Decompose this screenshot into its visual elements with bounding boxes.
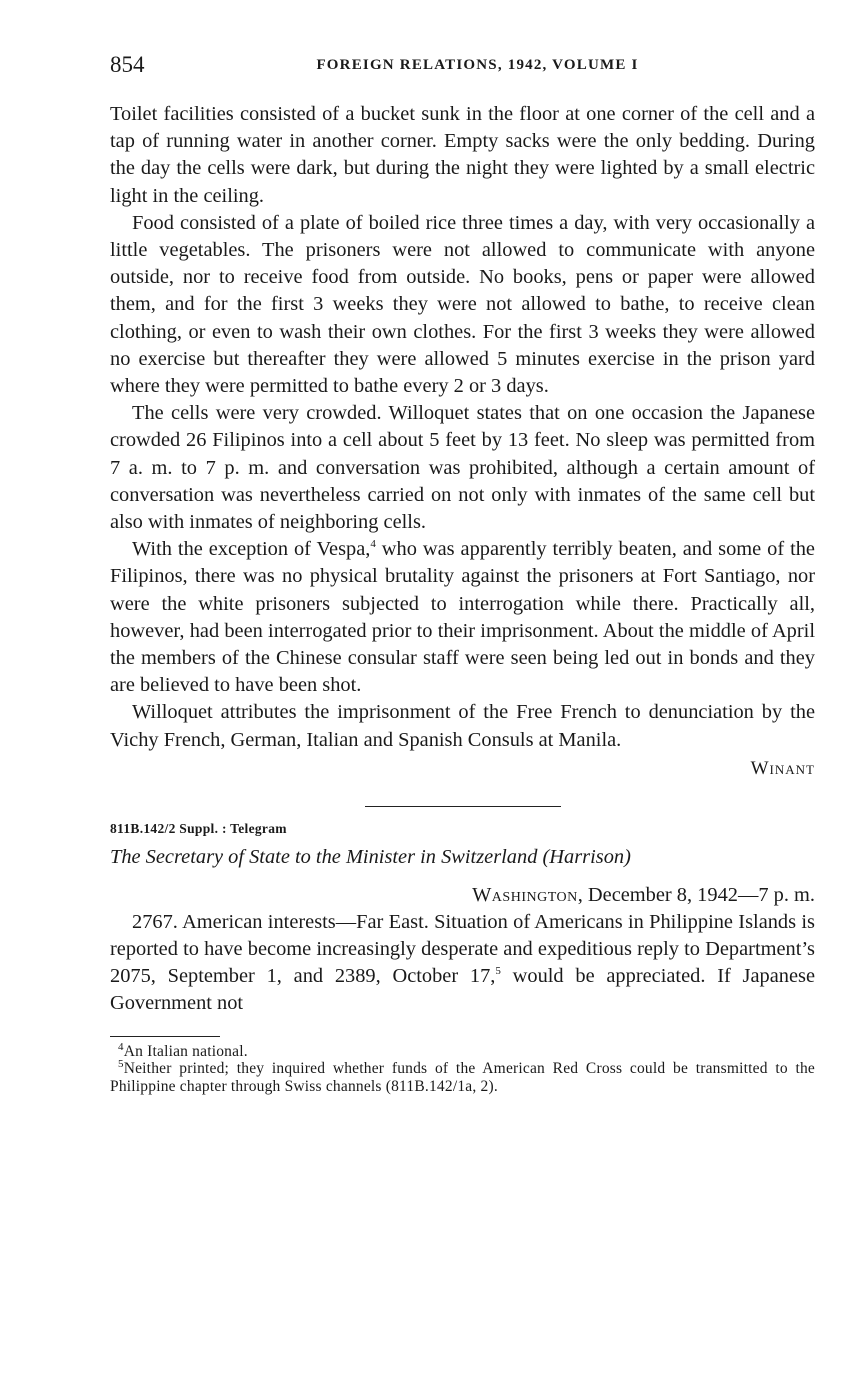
footnote-text: An Italian national.	[123, 1042, 248, 1060]
footnote-divider	[110, 1036, 220, 1037]
dateline	[110, 881, 815, 909]
section-divider	[365, 806, 561, 807]
paragraph-text: With the exception of Vespa,	[132, 538, 371, 561]
footnote	[110, 1060, 815, 1096]
paragraph: The cells were very crowded. Willoquet states that on one occasion the Japanese crowded 26 Filipinos into a cell about 5 feet by 13 feet. No sleep was permitted from 7 a. m. to 7 p. m. and conversation was prohibited, although a certain amount of conversation was nevertheless carried on not only with inmates of the same cell but also with inmates of neighboring cells.	[110, 402, 815, 534]
title-name: Harrison	[549, 845, 625, 868]
telegram-text	[110, 909, 815, 1018]
paragraph: Toilet facilities consisted of a bucket sunk in the floor at one corner of the cell and a tap of running water in another corner. Empty sacks were the only bedding. During the day the cells were dark, but during the night they were lighted by a small electric light in the ceiling.	[110, 103, 815, 207]
paragraph: Food consisted of a plate of boiled rice three times a day, with very occasionally a little vegetables. The prisoners were not allowed to communicate with anyone outside, nor to receive food from outside. No books, pens or paper were allowed them, and for the first 3 weeks they were not allowed to bathe, to receive clean clothing, or even to wash their own clothes. For the first 3 weeks they were allowed no exercise but thereafter they were allowed 5 minutes exercise in the prison yard where they were permitted to bathe every 2 or 3 days.	[110, 211, 815, 398]
document-title	[110, 843, 815, 871]
paragraph-text: who was apparently terribly beaten, and some of the Filipinos, there was no physical brutality against the prisoners at Fort Santiago, nor were the white prisoners subjected to interrogation while there. Practically all, however, had been interrogated prior to their imprisonment. About the middle of April the members of the Chinese consular staff were seen being led out in bonds and they are believed to have been shot.	[110, 538, 815, 697]
footnote-text: Neither printed; they inquired whether funds of the American Red Cross could be transmitted to the Philippine chapter through Swiss channels (811B.142/1a, 2).	[110, 1060, 815, 1096]
signature: Winant	[750, 757, 815, 779]
footnote-mark: 5	[118, 1058, 124, 1071]
page-header	[110, 52, 815, 82]
dateline-date: , December 8, 1942—7 p. m.	[577, 883, 815, 906]
running-title: FOREIGN RELATIONS, 1942, VOLUME I	[316, 57, 639, 73]
page-number: 854	[110, 52, 145, 77]
paragraph-text: would be appreciated. If Japanese Government not	[110, 965, 815, 1015]
footnote-reference: 5	[495, 965, 501, 978]
dateline-place: Washington	[472, 883, 578, 906]
title-text: )	[624, 845, 631, 868]
paragraph	[110, 536, 815, 699]
footnote-reference: 4	[370, 538, 376, 551]
paragraph: Willoquet attributes the imprisonment of the Free French to denunciation by the Vichy French, German, Italian and Spanish Consuls at Manila.	[110, 701, 815, 751]
paragraph-text: 2767. American interests—Far East. Situation of Americans in Philippine Islands is reported to have become increasingly desperate and expeditious reply to Department’s 2075, September 1, and 2389, October 17,	[110, 910, 815, 988]
footnote	[110, 1040, 815, 1061]
title-text: The Secretary of State to the Minister in Switzerland (	[110, 845, 550, 868]
footnote-mark: 4	[118, 1040, 124, 1053]
main-text	[110, 101, 815, 1096]
file-reference: 811B.142/2 Suppl. : Telegram	[110, 820, 287, 836]
